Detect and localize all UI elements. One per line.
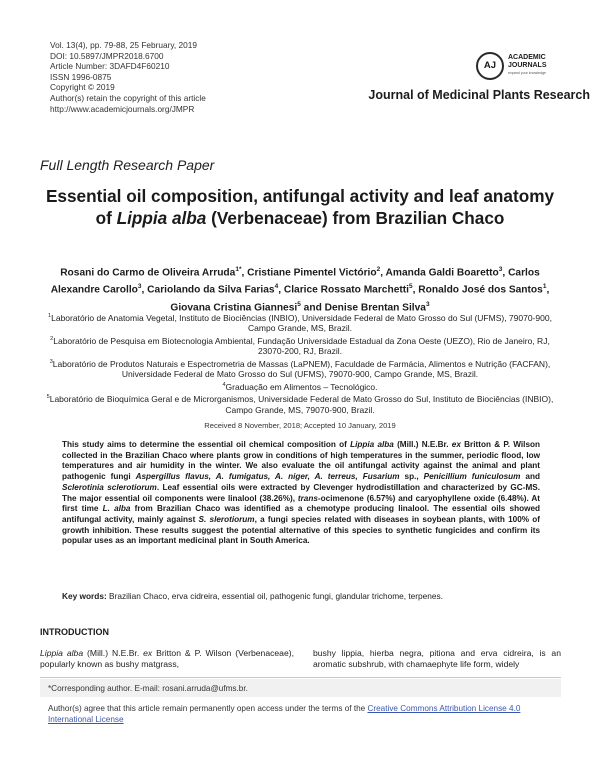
intro-ex: ex xyxy=(143,648,153,658)
author-name: Denise Brentan Silva xyxy=(324,302,426,314)
meta-url[interactable]: http://www.academicjournals.org/JMPR xyxy=(50,103,195,114)
abstract-italic-run: S. slerotiorum xyxy=(198,514,255,524)
intro-column-right: bushy lippia, hierba negra, pitiona and erva cidreira, is an aromatic subshrub, with chamaephyte life form, widely xyxy=(313,648,561,669)
abstract-text-run: . Leaf essential oils were extracted by Clevenger hydrodistillation and characterized by GC-MS. The major essential oil components were linalool (38.26%), xyxy=(62,482,541,503)
meta-volume: Vol. 13(4), pp. 79-88, 25 February, 2019 xyxy=(50,40,197,50)
author-affiliation-marker: 5 xyxy=(297,300,301,308)
abstract-italic-run: Aspergillus flavus, A. fumigatus, A. niger, A. terreus, Fusarium xyxy=(135,472,400,482)
intro-species: Lippia alba xyxy=(40,648,84,658)
author-name: Giovana Cristina Giannesi xyxy=(170,302,298,314)
author-name: Clarice Rossato Marchetti xyxy=(283,284,409,296)
abstract-italic-run: Sclerotinia sclerotiorum xyxy=(62,482,157,492)
affiliation-text: Laboratório de Bioquímica Geral e de Microrganismos, Universidade Federal de Mato Grosso do Sul, Instituto de Biociências (INBIO), Campo Grande, MS, 79070-900, Brazil. xyxy=(49,394,554,415)
meta-article-number: Article Number: 3DAFD4F60210 xyxy=(50,61,170,72)
author-affiliation-marker: 3 xyxy=(498,266,503,273)
title-part2: (Verbenaceae) from Brazilian Chaco xyxy=(206,207,505,228)
affiliation-number: 4 xyxy=(222,382,226,389)
author-affiliation-marker: 1* xyxy=(235,266,242,273)
license-text: Author(s) agree that this article remain permanently open access under the terms of the xyxy=(48,704,368,713)
affiliation-number: 2 xyxy=(50,336,54,343)
corresponding-author: *Corresponding author. E-mail: rosani.arruda@ufms.br. xyxy=(48,684,248,693)
abstract-text-run: from Brazilian Chaco was identified as a chemotype producing linalool. The essential oils showed antifungal activity, mainly against xyxy=(62,504,540,524)
keywords xyxy=(62,591,540,602)
author-affiliation-marker: 5 xyxy=(408,283,413,291)
intro-column-left xyxy=(40,648,294,669)
article-metadata xyxy=(50,40,280,114)
title-part1: Essential oil composition, antifungal activity and leaf anatomy of xyxy=(45,186,555,228)
affiliation-number: 1 xyxy=(48,313,52,319)
author-name: Carlos Alexandre Carollo xyxy=(50,267,540,296)
affiliation-text: Laboratório de Pesquisa em Biotecnologia Ambiental, Fundação Universidade Estadual da Zona Oeste (UEZO), Rio de Janeiro, RJ, 23070-200, RJ, Brazil. xyxy=(53,335,550,357)
affiliation-item xyxy=(40,392,560,415)
abstract-italic-run: trans xyxy=(297,493,318,503)
author-affiliation-marker: 4 xyxy=(274,283,279,291)
affiliation-item xyxy=(40,334,560,357)
abstract-text-run: sp., xyxy=(399,472,424,482)
meta-issn: ISSN 1996-0875 xyxy=(50,71,112,82)
intro-text-a: (Mill.) N.E.Br. xyxy=(83,648,144,658)
affiliation-text: Laboratório de Anatomia Vegetal, Instituto de Biociências (INBIO), Universidade Federal de Mato Grosso do Sul (UFMS), 79070-900, Campo Grande, MS, Brazil. xyxy=(51,312,552,334)
publisher-logo xyxy=(476,50,576,80)
paper-title xyxy=(40,186,560,229)
abstract-text-run: This study aims to determine the essential oil chemical composition of xyxy=(62,440,351,449)
author-name: Amanda Galdi Boaretto xyxy=(385,267,499,279)
author-affiliation-marker: 3 xyxy=(425,300,430,308)
keywords-label: Key words: xyxy=(62,591,107,601)
abstract-text-run: -ocimenone (6.57%) and caryophyllene oxide (6.48%). At first time xyxy=(62,493,540,514)
affiliation-number: 3 xyxy=(49,359,53,366)
aj-logo-icon: AJ xyxy=(476,52,504,80)
abstract-text-run: , a fungi species related with diseases in soybean plants, with 100% of growth inhibition. These results suggest the potential alternative of this species to synthetic fungicides and confirm its popular uses as an important medicinal plant in South America. xyxy=(62,514,540,546)
abstract-italic-run: Penicillium funiculosum xyxy=(423,472,521,482)
affiliation-item xyxy=(40,380,560,392)
logo-line1: ACADEMIC xyxy=(508,54,546,61)
author-affiliation-marker: 2 xyxy=(376,266,381,273)
license-link[interactable]: Creative Commons Attribution License 4.0 International License xyxy=(48,704,521,724)
paper-type: Full Length Research Paper xyxy=(40,157,215,173)
affiliation-text: Graduação em Alimentos – Tecnológico. xyxy=(225,381,378,392)
logo-wordmark xyxy=(508,54,547,70)
logo-line2: JOURNALS xyxy=(508,62,547,69)
author-name: Ronaldo José dos Santos xyxy=(418,284,543,296)
affiliation-number: 5 xyxy=(46,394,50,401)
abstract-text-run: and xyxy=(520,472,540,482)
abstract-text-run: Britton & P. Wilson collected in the Brazilian Chaco where plants grow in conditions of high temperatures in the summer, periodic flood, low temperatures and air humidity in the winter. We also evaluate the oil antifungal activity against the animal and plant pathogenic fungi xyxy=(62,440,541,482)
affiliations xyxy=(40,311,560,415)
introduction-heading: INTRODUCTION xyxy=(40,627,109,637)
title-species: Lippia alba xyxy=(116,207,207,228)
author-name: Rosani do Carmo de Oliveira Arruda xyxy=(60,267,236,279)
abstract-italic-run: ex xyxy=(451,440,461,449)
abstract-italic-run: L. alba xyxy=(102,504,131,514)
keywords-text: Brazilian Chaco, erva cidreira, essential oil, pathogenic fungi, glandular trichome, terpenes. xyxy=(106,591,443,601)
meta-doi: DOI: 10.5897/JMPR2018.6700 xyxy=(50,50,164,61)
footnote-divider xyxy=(40,677,561,678)
meta-copyright: Copyright © 2019 xyxy=(50,82,115,93)
journal-name: Journal of Medicinal Plants Research xyxy=(368,88,590,102)
affiliation-item xyxy=(40,311,560,334)
abstract-text-run: (Mill.) N.E.Br. xyxy=(393,440,452,449)
intro-text-b: Britton & P. Wilson (Verbenaceae), popularly known as bushy matgrass, xyxy=(40,648,294,669)
affiliation-item xyxy=(40,357,560,380)
abstract xyxy=(62,440,540,547)
author-affiliation-marker: 3 xyxy=(137,283,142,291)
author-name: Cariolando da Silva Farias xyxy=(147,284,275,296)
abstract-italic-run: Lippia alba xyxy=(350,440,394,449)
license-note xyxy=(48,703,558,725)
received-dates: Received 8 November, 2018; Accepted 10 January, 2019 xyxy=(204,421,396,430)
affiliation-text: Laboratório de Produtos Naturais e Espectrometria de Massas (LaPNEM), Faculdade de Farmácia, Alimentos e Nutrição (FACFAN), Universidade Federal de Mato Grosso do Sul (UFMS), 79070-900, Campo Grande, MS, Brazil. xyxy=(52,358,551,380)
author-name: Cristiane Pimentel Victório xyxy=(247,267,377,279)
author-list: Rosani do Carmo de Oliveira Arruda$^{1*}$, Cristiane Pimentel Victório$^2$, Amanda Galdi Boaretto$^3$, Carlos Alexandre Carollo$^3$, Cariolando da Silva Farias$^4$, Clarice Rossato Marchetti$^5$, Ronaldo José dos Santos$^1$, Giovana Cristina Giannesi$^5$ and Denise Brentan Silva$^3$ xyxy=(50,266,550,314)
author-affiliation-marker: 1 xyxy=(542,283,547,291)
logo-tagline: expand your knowledge xyxy=(508,71,546,75)
meta-rights: Author(s) retain the copyright of this article xyxy=(50,92,206,103)
